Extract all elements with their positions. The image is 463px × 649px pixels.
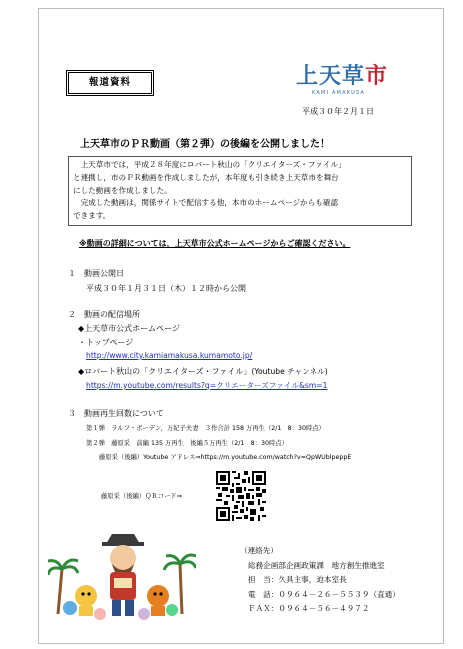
intro-line: できます。	[73, 211, 111, 221]
intro-line: と連携し，市のＰＲ動画を作成しましたが，本年度も引き続き上天草市を舞台	[73, 172, 339, 182]
contact-dept: 総務企画部企画政策課 地方創生推進室	[248, 560, 385, 570]
section-2-item-toppage: ・トップページ	[78, 338, 134, 347]
youtube-link[interactable]: https://m.youtube.com/results?q=クリエーターズファイル&sm=1	[86, 381, 328, 390]
section-2-heading: ２ 動画の配信場所	[68, 310, 140, 319]
mascot-illustration-icon	[48, 524, 196, 624]
logo-text: 上天草	[296, 64, 366, 89]
press-release-tag: 報道資料	[68, 72, 152, 94]
views-line-2: 第２弾 藤原采 前編 135 万再生 後編５万再生（2/1 8：30時点）	[86, 440, 288, 447]
logo-accent: 市	[365, 64, 389, 89]
homepage-link[interactable]: http://www.city.kamiamakusa.kumamoto.jp/	[86, 351, 253, 360]
intro-line: 上天草市では，平成２８年度にロバート秋山の「クリエイターズ・ファイル」	[73, 160, 346, 169]
youtube-item-label: ◆ロバート秋山の「クリエイターズ・ファイル」	[78, 367, 252, 376]
views-line-1: 第１弾 ラルフ・ボーデン，万紀子夫妻 ３作合計 158 万再生（2/1 8：30時点）	[86, 425, 325, 432]
logo-subtext: KAMI AMAKUSA	[312, 90, 366, 96]
section-3-heading: ３ 動画再生回数について	[68, 409, 164, 418]
contact-fax: ＦＡＸ：０９６４－５６－４９７２	[248, 604, 370, 613]
contact-person: 担 当：久具主事，迫本室長	[248, 575, 347, 584]
qr-label: 藤原采（後編）ＱＲコード⇒	[101, 493, 182, 500]
section-1-body: 平成３０年１月３１日（木）１２時から公開	[86, 284, 246, 293]
intro-line: にした動画を作成しました。	[73, 185, 172, 195]
intro-line: 完成した動画は，関係サイトで配信する他，本市のホームページからも確認	[73, 198, 339, 208]
page-title: 上天草市のＰＲ動画（第２弾）の後編を公開しました！	[80, 139, 330, 150]
contact-block	[240, 544, 400, 617]
youtube-address[interactable]: 藤原采（後編）Youtube アドレス⇒https://m.youtube.com/watch?v=QpWUblpeppE	[99, 454, 352, 461]
qr-code-icon[interactable]	[216, 471, 266, 521]
release-date: 平成３０年２月１日	[302, 107, 374, 116]
city-logo	[296, 64, 396, 104]
section-2-item-youtube	[78, 366, 328, 377]
section-2-item-homepage: ◆上天草市公式ホームページ	[78, 324, 180, 333]
notice-text: ※動画の詳細については，上天草市公式ホームページからご確認ください。	[79, 239, 351, 248]
contact-tel: 電 話：０９６４－２６－５５３９（直通）	[248, 589, 400, 599]
contact-heading: （連絡先）	[240, 546, 278, 555]
section-1-heading: １ 動画公開日	[68, 269, 124, 278]
intro-box	[68, 156, 412, 226]
youtube-item-channel: (Youtube チャンネル)	[251, 367, 328, 376]
